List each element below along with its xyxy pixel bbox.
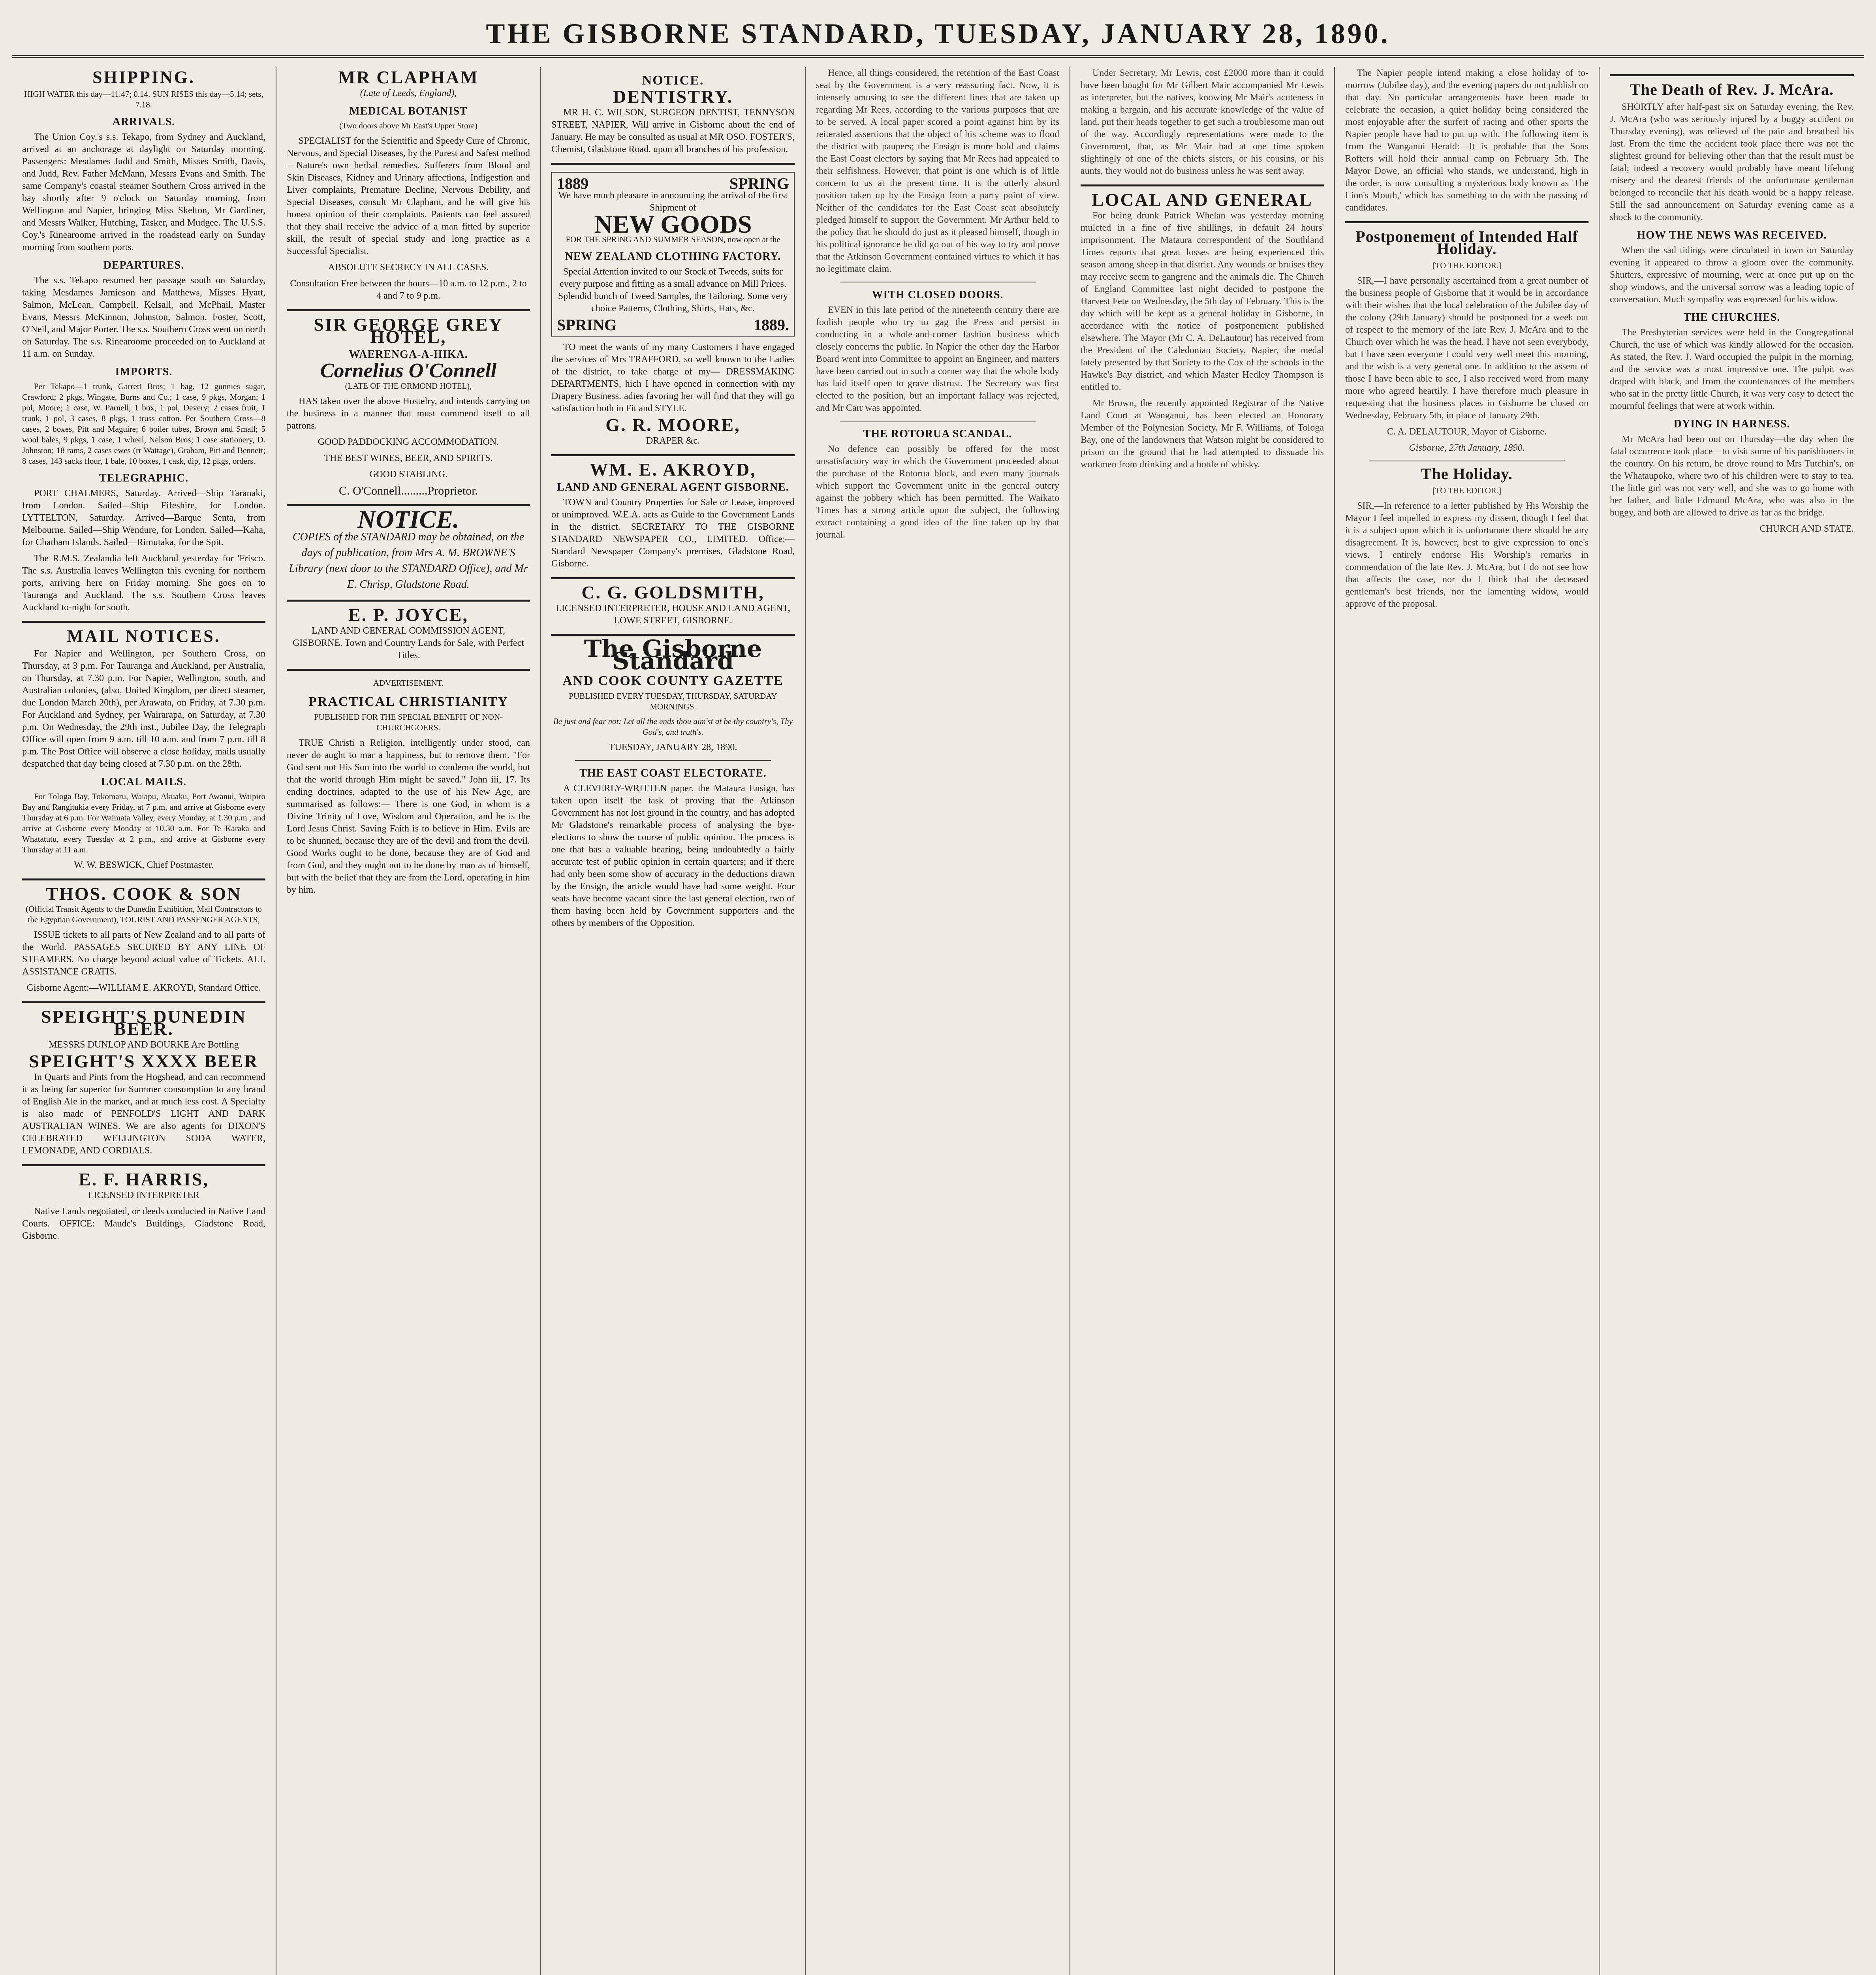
practical-heading: PRACTICAL CHRISTIANITY [308,694,508,709]
divider [575,760,771,761]
postmaster: W. W. BESWICK, Chief Postmaster. [74,860,214,870]
joyce-text: LAND AND GENERAL COMMISSION AGENT, GISBORNE. Town and Country Lands for Sale, with Perfect Titles. [293,626,524,660]
holiday-text: SIR,—In reference to a letter published by His Worship the Mayor I feel impelled to express my dissent, though I feel that it is a subject upon which it is unfortunate there should be any disagreement. It is, however, best to give expression to one's views. I entirely endorse His Worship's remarks in commendation of the late Rev. J. McAra, but I do not see how that affects the case, nor do I think that the deceased gentleman's best friends, nor the lamenting widow, would approve of the proposal. [1345,501,1588,609]
spring-row-bottom [557,316,789,334]
closed-doors-heading: WITH CLOSED DOORS. [872,289,1004,301]
proprietor: C. O'Connell.........Proprietor. [338,484,478,497]
arrivals-heading: ARRIVALS. [112,116,175,128]
telegraphic-heading: TELEGRAPHIC. [99,472,188,484]
moore-draper: DRAPER &c. [646,436,700,446]
column-3 [541,67,806,1975]
to-editor: [TO THE EDITOR.] [1432,261,1502,270]
cook-sub: (Official Transit Agents to the Dunedin Exhibition, Mail Contractors to the Egyptian Government), TOURIST AND PASSENGER AGENTS, [25,904,262,924]
joyce-heading: E. P. JOYCE, [348,605,468,625]
local-mails-heading: LOCAL MAILS. [101,776,186,788]
cook-heading: THOS. COOK & SON [46,884,242,904]
oconnell-name: Cornelius O'Connell [320,359,497,382]
rotorua-heading: THE ROTORUA SCANDAL. [863,428,1012,440]
shipping-heading: SHIPPING. [92,68,195,87]
practical-text: TRUE Christi n Religion, intelligently under stood, can never do aught to mar a happiness, but to remove them. "For God sent not His Son into the world to condemn the world, but that the world through Him might be saved." John iii, 17. Its ending doctrines, adapted to the use of his New Age, are summarised as follows:— There is one God, in whom is a Divine Trinity of Love, Wisdom and Operation, and he is the Lord Jesus Christ. Saving Faith is to believe in Him. Evils are to be shunned, because they are of the devil and from the devil. Good Works ought to be done, because they are of God and from God, and they ought not to be done by man as of himself, but with the belief that they are from the Lord, operating in him by him. [287,738,530,895]
harris-heading: E. F. HARRIS, [79,1169,209,1189]
electorate-text: A CLEVERLY-WRITTEN paper, the Mataura Ensign, has taken upon itself the task of proving that the Atkinson Government has not lost ground in the country, and has adopted Mr Gladstone's remarkable process of analysing the bye-elections to show the course of public opinion. The process is one that has a valuable bearing, being undoubtedly a fairly accurate test of public opinion in certain quarters; and if there had only been some show of accuracy in the deductions drawn by the Ensign, the article would have had some weight. Four seats have become vacant since the last general election, two of them having been held by Government supporters and the others by members of the Opposition. [551,783,795,928]
notice-heading: NOTICE. [357,505,459,533]
goldsmith-text: LICENSED INTERPRETER, HOUSE AND LAND AGENT, LOWE STREET, GISBORNE. [556,603,790,626]
mail-heading: MAIL NOTICES. [67,626,221,646]
speight-big: SPEIGHT'S XXXX BEER [29,1051,259,1071]
divider [22,878,265,880]
received-text: When the sad tidings were circulated in town on Saturday evening it appeared to throw a gloom over the community. Shutters, expressive of mourning, were at once put up on the shop windows, and the universal sorrow was a leading topic of conversation. Much sympathy was expressed for his widow. [1610,245,1854,305]
mail-text: For Napier and Wellington, per Southern Cross, on Thursday, at 3 p.m. For Tauranga and Auckland, per Australia, on Thursday, at 7.30 p.m. For Napier, Wellington, south, and Australian colonies, (also, United Kingdom, per direct steamer, due London March 20th), per Arawata, on Friday, at 7.30 p.m. For Auckland and Sydney, per Wairarapa, on Saturday, at 7.30 p.m. On Wednesday, the 29th inst., Jubilee Day, the Telegraph Office will open from 9 a.m. till 10 a.m. and from 7 p.m. till 8 p.m. The Post Office will observe a close holiday, mails usually despatched that day being closed at 7.30 p.m. on the 28th. [22,649,265,769]
signature: C. A. DELAUTOUR, Mayor of Gisborne. [1387,427,1547,437]
spring-word-bottom: SPRING [557,316,617,334]
column-1 [12,67,276,1975]
clothing-ad [551,172,795,337]
hotel-text: HAS taken over the above Hostelry, and intends carrying on the business in a manner that must commend itself to all patrons. [287,396,530,431]
spring-word: SPRING [729,175,789,192]
rms-text: The R.M.S. Zealandia left Auckland yesterday for 'Frisco. The s.s. Australia leaves Wellington this evening for northern ports, arriving here on Friday morning. She goes on to Tauranga and Auckland. The s.s. Southern Cross leaves Auckland to-night for south. [22,553,265,613]
beer: THE BEST WINES, BEER, AND SPIRITS. [324,453,493,463]
tides: HIGH WATER this day—11.47; 0.14. SUN RISES this day—5.14; sets, 7.18. [24,89,263,109]
church-state: CHURCH AND STATE. [1759,524,1854,534]
divider [1610,74,1854,76]
adv-label: ADVERTISEMENT. [373,678,444,688]
hotel-heading: SIR GEORGE GREY HOTEL, [314,314,503,347]
divider [287,600,530,602]
local-general-text: For being drunk Patrick Whelan was yesterday morning mulcted in a fine of five shillings, in default 24 hours' imprisonment. The Mataura correspondent of the Southland Times reports that great losses are being experienced this season among sheep in that district. Any wounds or bruises they may receive seem to gangrene and the animals die. The Church of England Committee last night decided to postpone the Harvest Fete on Wednesday, the 5th day of February. This is the day which will be kept as a general holiday in Gisborne, in accordance with the notice of postponement published elsewhere. The Mayor (Mr C. A. DeLautour) has received from the President of the Caledonian Society, Napier, the medal lately presented by that Society to the Cox of the schools in the Hawke's Bay district, and which Master Hedley Thompson is entitled to. [1081,211,1324,392]
divider [551,163,795,165]
divider [22,621,265,623]
column-2 [276,67,541,1975]
notice-text: COPIES of the STANDARD may be obtained, on the days of publication, from Mrs A. M. BROWNE'S Library (next door to the STANDARD Office), and Mr E. Chrisp, Gladstone Road. [289,531,528,591]
death-heading: The Death of Rev. J. McAra. [1630,81,1834,98]
stabling: GOOD STABLING. [369,469,448,480]
divider [551,454,795,456]
telegraphic-text: PORT CHALMERS, Saturday. Arrived—Ship Taranaki, from London. Sailed—Ship Fifeshire, for London. LYTTELTON, Saturday. Arrived—Barque Senta, from Melbourne. Sailed—Ship Wendure, for London. Sailed—Kaha, for Chatham Islands. Sailed—Rimutaka, for the Spit. [22,488,265,547]
local-general-heading: LOCAL AND GENERAL [1092,190,1313,210]
editorial-text: Hence, all things considered, the retention of the East Coast seat by the Government is a very reassuring fact. Now, it is intensely amusing to see the different lines that are taken up regarding Mr Rees, according to the various purposes that are to be served. A local paper scored a point against him by its reiterated assertions that the object of his scheme was to flood the district with paupers; the Ensign is more bold and claims the East Coast electors by saying that Mr Rees had appealed to their selfishness. However, that point is one which is of little concern to us at the present time. It is the utterly absurd position taken up by the Ensign from a party point of view. Neither of the candidates for the East Coast seat absolutely pledged himself to support the Government. Mr Arthur held to the policy that he should do just as it pleased himself, though in his political ignorance he did go out of his way to try and prove that the Atkinson Government contained virtues to which it has no legitimate claim. [816,68,1059,274]
departures-heading: DEPARTURES. [103,259,184,271]
holiday-heading: The Holiday. [1421,465,1513,483]
motto: Be just and fear not: Let all the ends thou aim'st at be thy country's, Thy God's, and truth's. [553,717,793,737]
harris-sub: LICENSED INTERPRETER [88,1190,199,1200]
divider [22,1164,265,1166]
churches-text: The Presbyterian services were held in the Congregational Church, the use of which was kindly allowed for the occasion. As stated, the Rev. J. Ward occupied the pulpit in the morning, and the service was a most impressive one. The pulpit was draped with black, and from the countenances of the members who sat in the pretty little Church, it was very easy to detect the mournful feelings that were at work within. [1610,327,1854,411]
new-goods-sub: FOR THE SPRING AND SUMMER SEASON, now open at the [566,235,780,244]
akroyd-sub: LAND AND GENERAL AGENT GISBORNE. [557,481,789,493]
hotel-sub: WAERENGA-A-HIKA. [349,348,468,361]
divider [22,1001,265,1003]
cook-text: ISSUE tickets to all parts of New Zealand and to all parts of the World. PASSAGES SECURED BY ANY LINE OF STEAMERS. No charge beyond actual value of Tickets. ALL ASSISTANCE GRATIS. [22,930,265,977]
paddock: GOOD PADDOCKING ACCOMMODATION. [318,437,499,447]
published: PUBLISHED EVERY TUESDAY, THURSDAY, SATURDAY MORNINGS. [569,691,777,711]
departures-text: The s.s. Tekapo resumed her passage south on Saturday, taking Mesdames Jamieson and Matthews, Misses Hyatt, Salmon, McLean, Campbell, Kelsall, and McPhail, Master Evans, Messrs McKinnon, Johnston, Salmon, Foster, Scott, O'Neil, and Major Porter. The s.s. Southern Cross went on north on Saturday. The s.s. Rinearoome proceeded on to Auckland at 11 a.m. on Sunday. [22,275,265,359]
newspaper-page [12,12,1864,1975]
received-heading: HOW THE NEWS WAS RECEIVED. [1637,229,1827,241]
oconnell-sub: (LATE OF THE ORMOND HOTEL), [345,381,472,391]
clothing-factory: NEW ZEALAND CLOTHING FACTORY. [565,250,781,263]
practical-sub: PUBLISHED FOR THE SPECIAL BENEFIT OF NON-CHURCHGOERS. [314,712,503,732]
dying-heading: DYING IN HARNESS. [1673,418,1790,430]
clapham-sub2: MEDICAL BOTANIST [349,105,468,117]
spring-year-right: 1889. [754,316,789,334]
spring-year-left: 1889 [557,175,588,192]
akroyd-heading: WM. E. AKROYD, [590,459,756,480]
column-6 [1335,67,1600,1975]
dying-text: Mr McAra had been out on Thursday—the day when the fatal occurrence took place—to visit some of his parishioners in the country. On his return, he drove round to Mrs Tutchin's, on the Whataupoko, where two of his children were to stay to tea. The little girl was not very well, and she was to go home with her father, and little Edmund McAra, who was also in the buggy, and both are allowed to drive as far as the bridge. [1610,434,1854,518]
arrivals-text: The Union Coy.'s s.s. Tekapo, from Sydney and Auckland, arrived at an anchorage at daylight on Saturday morning. Passengers: Mesdames Judd and Smith, Misses Smith, Davis, and Judd, Rev. Father McMann, Messrs Evans and Smith. The same Company's coastal steamer Southern Cross arrived in the bay shortly after 9 o'clock on Saturday morning, from Wellington and Napier, bringing Miss Skelton, Mr Gardiner, and Messrs Walker, Hutching, Tasker, and Mudgee. The U.S.S. Coy.'s Rinearoome arrived in the roadstead early on Sunday morning from southern ports. [22,132,265,252]
holiday-to-editor: [TO THE EDITOR.] [1432,486,1502,495]
imports-heading: IMPORTS. [115,366,173,378]
clapham-name: MR CLAPHAM [338,67,479,87]
divider [287,309,530,311]
death-text: SHORTLY after half-past six on Saturday evening, the Rev. J. McAra (who was seriously injured by a buggy accident on Thursday evening), was relieved of the pain and breathed his last. From the time the accident took place there was not the slightest ground for believing other than that the result must be fatal; indeed a recovery would probably have meant lifelong misery and the dearest friends of the unfortunate gentleman belonged to reconcile that his death would be a happy release. Still the sad announcement on Saturday evening came as a shock to the community. [1610,102,1854,222]
column-7 [1600,67,1864,1975]
harris-text: Native Lands negotiated, or deeds conducted in Native Land Courts. OFFICE: Maude's Buildings, Gladstone Road, Gisborne. [22,1206,265,1241]
napier-holiday-text: The Napier people intend making a close holiday of to-morrow (Jubilee day), and the evening papers do not publish on that day. No particular arrangements have been made to celebrate the occasion, a quiet holiday being considered the most enjoyable after the surfeit of racing and other sports the Napier people have had to put up with. The following item is from the Wanganui Herald:—It is probable that the Sons Rofters will hold their annual camp on February 5th. The Mayor Dowe, an official who stands, we understand, high in the order, is now consulting a mysterious body known as 'The Lion's Mouth,' which has something to do with the passing of candidates. [1345,68,1588,213]
local-general-more: Mr Brown, the recently appointed Registrar of the Native Land Court at Wanganui, has been elected an Honorary Member of the Polynesian Society. Mr F. Williams, of Tologa Bay, one of the landowners that Watson might be considered to prison on the ground that he had attempted to dissuade his workmen from drinking and a bottle of whisky. [1081,398,1324,470]
divider [1345,221,1588,223]
local-mails-text: For Tologa Bay, Tokomaru, Waiapu, Akuaku, Port Awanui, Waipiro Bay and Rangitukia every Friday, at 7 p.m. and arrive at Gisborne every Thursday at 6 p.m. For Waimata Valley, every Monday, at 1.30 p.m., and arrive at Gisborne every Monday at 10.30 a.m. For Te Karaka and Whatatutu, every Tuesday at 2 p.m., and arrive at Gisborne every Thursday at 11 a.m. [22,792,265,854]
paper-sub: AND COOK COUNTY GAZETTE [562,673,784,688]
dentist-text: MR H. C. WILSON, SURGEON DENTIST, TENNYSON STREET, NAPIER, Will arrive in Gisborne about the end of January. He may be consulted as usual at MR OSO. FOSTER'S, Chemist, Gladstone Road, upon all branches of his profession. [551,107,795,154]
divider [287,669,530,671]
speight-heading: SPEIGHT'S DUNEDIN BEER. [41,1006,247,1039]
spring-row [557,177,789,190]
rotorua-continued: Under Secretary, Mr Lewis, cost £2000 more than it could have been bought for Mr Gilbert Mair accompanied Mr Lewis as interpreter, but the natives, knowing Mr Mair's acuteness in making a bargain, and his accurate knowledge of the value of land, put their heads together to get such a troublesome man out of the way. Accordingly representations were made to the Government, that, as Mr Mair had at one time spoken slightingly of one of the chiefs sisters, or his cousins, or his aunts, they would not do business unless he was sent away. [1081,68,1324,176]
column-5 [1070,67,1335,1975]
clothing-text: Special Attention invited to our Stock of Tweeds, suits for every purpose and fitting as a small advance on Mill Prices. Splendid bunch of Tweed Samples, the Tailoring. Some very choice Patterns, Clothing, Shirts, Hats, &c. [558,267,788,314]
churches-heading: THE CHURCHES. [1683,311,1780,324]
speight-sub: MESSRS DUNLOP AND BOURKE Are Bottling [49,1040,239,1050]
rotorua-text: No defence can possibly be offered for the most unsatisfactory way in which the Government proceeded about the purchase of the Rotorua block, and even many journals which support the Government unite in the general outcry against the jobbery which has been permitted. The Waikato Times has a strong article upon the subject, the following extract containing a good idea of the line taken up by that journal. [816,444,1059,540]
moore-name: G. R. MOORE, [605,415,741,435]
clapham-sub3: (Two doors above Mr East's Upper Store) [339,121,477,130]
notice-heading: NOTICE. [642,73,704,88]
clapham-consult: Consultation Free between the hours—10 a.m. to 12 p.m., 2 to 4 and 7 to 9 p.m. [290,278,527,301]
divider [551,577,795,579]
speight-text: In Quarts and Pints from the Hogshead, and can recommend it as being far superior for Summer consumption to any brand of English Ale in the market, and at much less cost. A Specialty is also made of PENFOLD'S LIGHT AND DARK AUSTRALIAN WINES. We are also agents for DIXON'S CELEBRATED WELLINGTON SODA WATER, LEMONADE, AND CORDIALS. [22,1072,265,1156]
sig-date: Gisborne, 27th January, 1890. [1409,443,1525,453]
column-4 [806,67,1070,1975]
clapham-sub1: (Late of Leeds, England), [360,88,457,98]
imports-text: Per Tekapo—1 trunk, Garrett Bros; 1 bag, 12 gunnies sugar, Crawford; 2 pkgs, Wingate, Burns and Co.; 1 case, 9 pkgs, Morgan; 1 pol, Moore; 1 case, W. Parnell; 1 box, 1 pol, Devery; 2 cases fruit, 1 trunk, 1 pol, 3 cases, 8 pkgs, 1 truss cotton. Per Southern Cross—8 cases, 2 boxes, Pitt and Maguire; 6 boiler tubes, Brown and Small; 5 wool bales, 9 pkgs, 1 case, 1 wheel, Nelson Bros; 1 case stationery, D. Johnston; 18 rams, 2 cases ewes (rr Wattage), Graham, Pitt and Bennett; 8 cases, 143 sacks flour, 1 bale, 10 boxes, 1 cask, dip, 12 pkgs, orders. [22,382,265,466]
postponement-text: SIR,—I have personally ascertained from a great number of the business people of Gisborne that it would be in accordance with their wishes that the local celebration of the Jubilee day of the colony (29th January) should be postponed for a week out of respect to the memory of the late Rev. J. McAra and to the Church over which he was the head. I have not seen everybody, but I have seen everyone I could very well meet this morning, and the wish is a very general one. In addition to the assent of those I have been able to see, I also received word from many more who agreed heartily. I have therefore much pleasure in requesting that the business places in Gisborne be closed on Wednesday, February 5th, in place of January 29th. [1345,276,1588,421]
akroyd-text: TOWN and Country Properties for Sale or Lease, improved or unimproved. W.E.A. acts as Guide to the Government Lands in the district. SECRETARY TO THE GISBORNE STANDARD NEWSPAPER CO., LIMITED. Office:—Standard Newspaper Company's premises, Gladstone Road, Gisborne. [551,497,795,569]
clapham-text: SPECIALIST for the Scientific and Speedy Cure of Chronic, Nervous, and Special Diseases, by the Purest and Safest method—Nature's own herbal remedies. Sufferers from Blood and Skin Diseases, Kidney and Urinary affections, Indigestion and Liver complaints, Premature Decline, Nervous Debility, and Special Diseases, consult Mr Clapham, and he will give his honest opinion of their complaints. Patients can feel assured that they shall receive the advice of a man fitted by superior skill, the result of special study and long practice as a Successful Specialist. [287,136,530,256]
date-line: TUESDAY, JANUARY 28, 1890. [609,742,737,752]
cook-agent: Gisborne Agent:—WILLIAM E. AKROYD, Standard Office. [26,983,261,993]
we-have: We have much pleasure in announcing the arrival of the first Shipment of [558,190,788,213]
clapham-secrecy: ABSOLUTE SECRECY IN ALL CASES. [328,262,489,273]
divider [1081,184,1324,186]
masthead: THE GISBORNE STANDARD, TUESDAY, JANUARY 28, 1890. [12,12,1864,58]
moore-text: TO meet the wants of my many Customers I have engaged the services of Mrs TRAFFORD, so well known to the Ladies of the district, to take charge of my— DRESSMAKING DEPARTMENTS, hich I have opened in connection with my Drapery Business. adies favoring her will find that they will go satisfaction both in Fit and STYLE. [551,342,795,414]
postponement-heading: Postponement of Intended Half Holiday. [1355,228,1578,258]
paper-title: The Gisborne Standard [584,635,762,675]
new-goods: NEW GOODS [594,210,752,238]
closed-doors-text: EVEN in this late period of the nineteenth century there are foolish people who try to gag the Press and persist in conducting in a whole-and-corner fashion business which closely concerns the public. In Napier the other day the Harbor Board went into Committee to appoint an Engineer, and matters have been carried out in such a corner way that the whole body has laid itself open to grave distrust. The Secretary was first elected to the position, but an important fallacy was rejected, and Mr Carr was appointed. [816,305,1059,413]
electorate-heading: THE EAST COAST ELECTORATE. [579,767,767,779]
goldsmith-heading: C. G. GOLDSMITH, [581,582,765,602]
dentistry-heading: DENTISTRY. [613,87,733,107]
